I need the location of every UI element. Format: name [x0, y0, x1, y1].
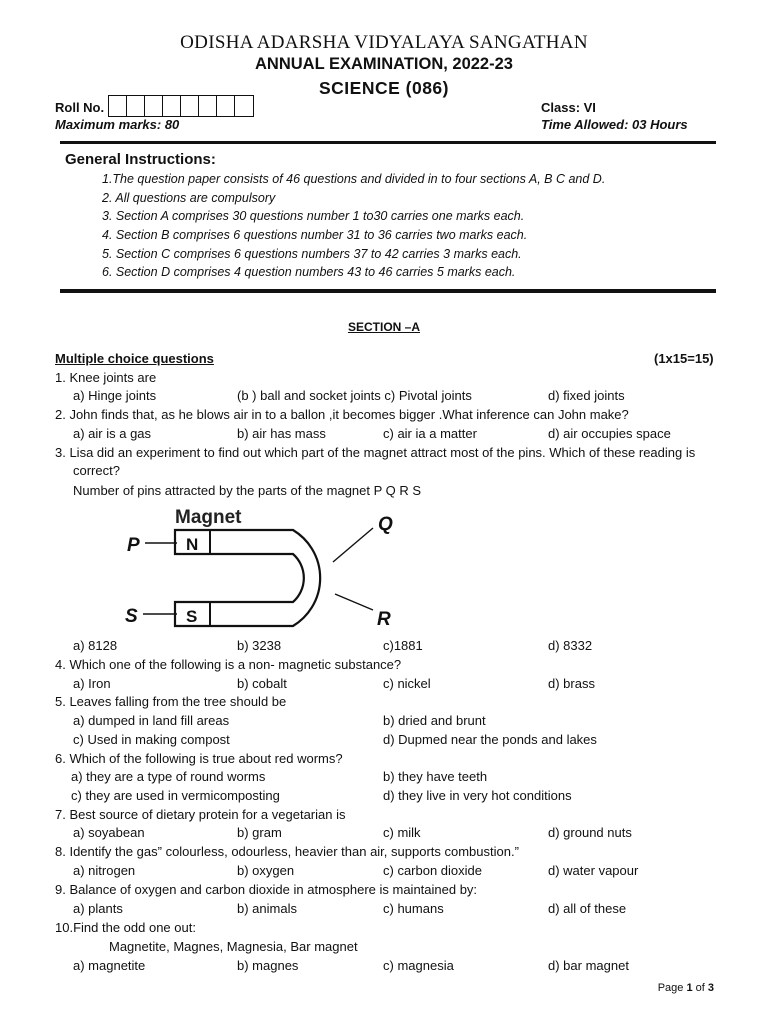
instruction-item: 6. Section D comprises 4 question numbers 43 to 46 carries 5 marks each.	[102, 265, 516, 279]
question-stem: 3. Lisa did an experiment to find out which part of the magnet attract most of the pins. Which of these reading is	[55, 445, 696, 460]
option: a) soyabean	[73, 825, 145, 840]
magnet-diagram	[115, 498, 415, 633]
time-allowed: Time Allowed: 03 Hours	[541, 117, 688, 132]
option: d) brass	[548, 676, 595, 691]
instructions-title: General Instructions:	[65, 151, 216, 168]
label-r: R	[377, 609, 391, 630]
option: (b ) ball and socket joints c) Pivotal joints	[237, 388, 472, 403]
mcq-heading: Multiple choice questions	[55, 351, 214, 366]
instruction-item: 1.The question paper consists of 46 questions and divided in to four sections A, B C and D.	[102, 172, 606, 186]
question-stem: 2. John finds that, as he blows air in to a ballon ,it becomes bigger .What inference can John make?	[55, 407, 629, 422]
option: a) 8128	[73, 638, 118, 653]
option: d) Dupmed near the ponds and lakes	[383, 732, 597, 747]
question-stem: 10.Find the odd one out:	[55, 920, 196, 935]
school-name: ODISHA ADARSHA VIDYALAYA SANGATHAN	[180, 32, 588, 53]
instruction-item: 4. Section B comprises 6 questions number 31 to 36 carries two marks each.	[102, 228, 528, 242]
roll-number-boxes	[108, 95, 254, 117]
page-total: 3	[707, 982, 714, 994]
option: c) nickel	[383, 676, 431, 691]
label-q: Q	[378, 514, 393, 535]
class-label: Class: VI	[541, 100, 596, 115]
question-stem: 1. Knee joints are	[55, 370, 157, 385]
option: a) Iron	[73, 676, 111, 691]
option: b) magnes	[237, 958, 299, 973]
leader-q	[333, 528, 373, 562]
page-number	[658, 982, 714, 994]
question-stem-cont: Number of pins attracted by the parts of the magnet P Q R S	[73, 483, 422, 498]
option: b) they have teeth	[383, 769, 488, 784]
exam-title: ANNUAL EXAMINATION, 2022-23	[255, 55, 513, 73]
option: d) fixed joints	[548, 388, 625, 403]
option: d) 8332	[548, 638, 593, 653]
south-pole-label: S	[186, 607, 198, 626]
option: d) all of these	[548, 901, 627, 916]
option: c) air ia a matter	[383, 426, 477, 441]
leader-r	[335, 594, 373, 610]
instruction-item: 3. Section A comprises 30 questions number 1 to30 carries one marks each.	[102, 209, 525, 223]
instruction-item: 2. All questions are compulsory	[102, 191, 276, 205]
option: b) animals	[237, 901, 297, 916]
question-stem: 9. Balance of oxygen and carbon dioxide in atmosphere is maintained by:	[55, 882, 478, 897]
option: c) milk	[383, 825, 421, 840]
section-marks: (1x15=15)	[654, 351, 714, 366]
subject-title: SCIENCE (086)	[318, 78, 449, 98]
question-stem-cont: correct?	[73, 463, 120, 478]
option: c) they are used in vermicomposting	[71, 788, 280, 803]
question-stem: 6. Which of the following is true about red worms?	[55, 751, 343, 766]
option: d) they live in very hot conditions	[383, 788, 572, 803]
question-stem-cont: Magnetite, Magnes, Magnesia, Bar magnet	[109, 939, 358, 954]
option: b) gram	[237, 825, 282, 840]
option: d) ground nuts	[548, 825, 632, 840]
max-marks: Maximum marks: 80	[55, 117, 180, 132]
option: a) dumped in land fill areas	[73, 713, 230, 728]
question-stem: 7. Best source of dietary protein for a vegetarian is	[55, 807, 346, 822]
option: a) they are a type of round worms	[71, 769, 266, 784]
diagram-title: Magnet	[175, 507, 242, 528]
section-title: SECTION –A	[347, 320, 420, 334]
page-of: of	[692, 982, 708, 994]
label-s: S	[125, 606, 138, 627]
roll-label: Roll No.	[55, 100, 105, 115]
label-p: P	[127, 535, 140, 556]
option: a) Hinge joints	[73, 388, 157, 403]
option: d) bar magnet	[548, 958, 629, 973]
question-stem: 4. Which one of the following is a non- magnetic substance?	[55, 657, 402, 672]
option: b) cobalt	[237, 676, 287, 691]
option: c) Used in making compost	[73, 732, 230, 747]
option: a) magnetite	[73, 958, 146, 973]
page-prefix: Page	[657, 982, 687, 994]
option: c) carbon dioxide	[383, 863, 482, 878]
question-stem: 8. Identify the gas” colourless, odourless, heavier than air, supports combustion.”	[55, 844, 519, 859]
north-pole-label: N	[186, 535, 199, 554]
option: a) plants	[73, 901, 123, 916]
option: a) air is a gas	[73, 426, 152, 441]
page-current: 1	[686, 982, 693, 994]
option: b) air has mass	[237, 426, 326, 441]
option: a) nitrogen	[73, 863, 136, 878]
question-stem: 5. Leaves falling from the tree should be	[55, 694, 287, 709]
option: c) magnesia	[383, 958, 454, 973]
option: c)1881	[383, 638, 423, 653]
top-divider	[60, 141, 716, 144]
option: b) 3238	[237, 638, 282, 653]
instructions-divider	[60, 289, 716, 293]
option: c) humans	[383, 901, 444, 916]
option: d) air occupies space	[548, 426, 671, 441]
instruction-item: 5. Section C comprises 6 questions numbers 37 to 42 carries 3 marks each.	[102, 247, 522, 261]
option: b) oxygen	[237, 863, 295, 878]
option: d) water vapour	[548, 863, 639, 878]
option: b) dried and brunt	[383, 713, 486, 728]
